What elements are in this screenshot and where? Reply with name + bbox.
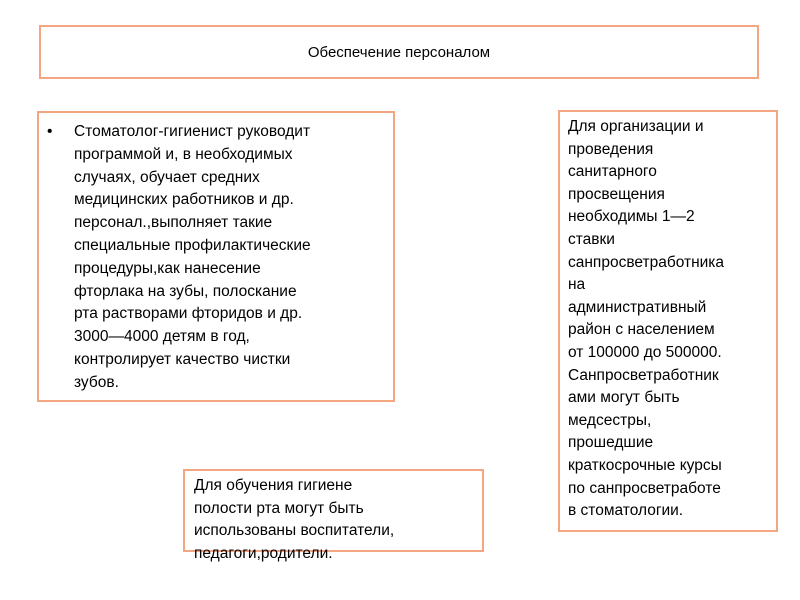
sanitary-education-text: Для организации и проведения санитарного просвещения необходимы 1—2 ставки санпросветработника на административный район с населением от 100000 до 500000. Санпросветработник ами могут быть медсестры, прошедшие краткосрочные курсы по санпросветработе в стоматологии. (568, 118, 725, 520)
title-box (39, 25, 759, 79)
bullet-icon: • (47, 123, 53, 140)
list-item (47, 121, 383, 395)
duties-list (47, 121, 383, 395)
duties-text: Стоматолог-гигиенист руководит программой и, в необходимых случаях, обучает средних медицинских работников и др. персонал.,выполняет такие специальные профилактические процедуры,как нанесение фторлака на зубы, полоскание рта растворами фторидов и др. 3000—4000 детям в год, контролирует качество чистки зубов. (74, 123, 311, 391)
hygiene-training-text: Для обучения гигиене полости рта могут быть использованы воспитатели, педагоги,родители. (194, 477, 395, 562)
page-title: Обеспечение персоналом (307, 43, 491, 61)
staff-duties-box (37, 111, 395, 402)
sanitary-education-box (558, 110, 778, 532)
hygiene-training-box (183, 469, 484, 562)
